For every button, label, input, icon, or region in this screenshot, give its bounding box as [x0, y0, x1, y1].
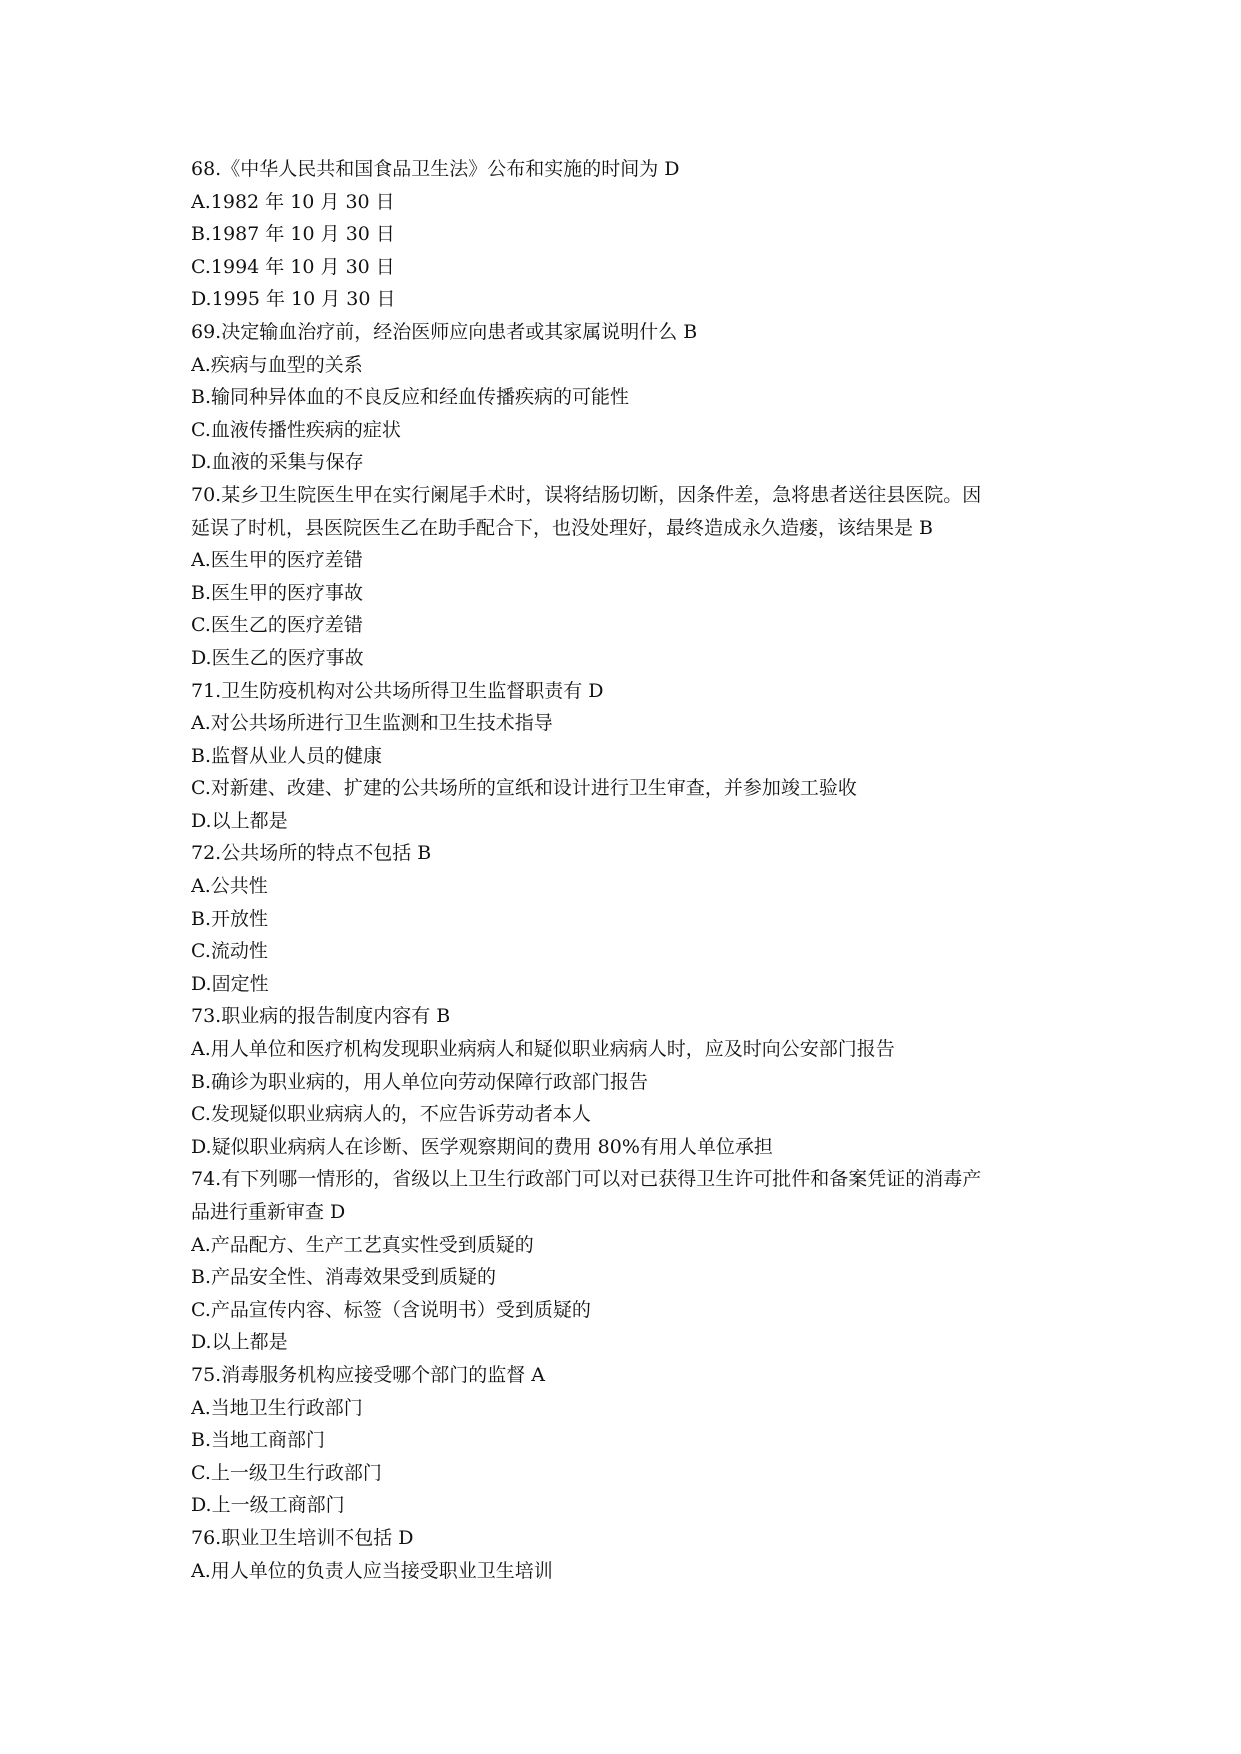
option-74-a: A.产品配方、生产工艺真实性受到质疑的 — [191, 1233, 534, 1256]
option-71-a: A.对公共场所进行卫生监测和卫生技术指导 — [191, 712, 553, 735]
option-74-d: D.以上都是 — [191, 1331, 288, 1354]
option-74-c: C.产品宣传内容、标签（含说明书）受到质疑的 — [191, 1298, 591, 1321]
option-70-c: C.医生乙的医疗差错 — [191, 614, 363, 637]
option-75-b: B.当地工商部门 — [191, 1429, 326, 1452]
option-68-b: B.1987 年 10 月 30 日 — [191, 223, 395, 246]
option-71-d: D.以上都是 — [191, 809, 288, 832]
option-69-d: D.血液的采集与保存 — [191, 451, 364, 474]
question-70-line-2: 延误了时机，县医院医生乙在助手配合下，也没处理好，最终造成永久造瘘，该结果是 B — [191, 516, 934, 539]
option-70-a: A.医生甲的医疗差错 — [191, 549, 363, 572]
question-text-block — [191, 153, 1071, 1587]
option-73-c: C.发现疑似职业病病人的，不应告诉劳动者本人 — [191, 1103, 591, 1126]
option-73-b: B.确诊为职业病的，用人单位向劳动保障行政部门报告 — [191, 1070, 649, 1093]
option-72-b: B.开放性 — [191, 907, 269, 930]
option-68-c: C.1994 年 10 月 30 日 — [191, 255, 395, 278]
option-69-a: A.疾病与血型的关系 — [191, 353, 363, 376]
option-75-c: C.上一级卫生行政部门 — [191, 1461, 382, 1484]
option-69-c: C.血液传播性疾病的症状 — [191, 418, 401, 441]
question-75: 75.消毒服务机构应接受哪个部门的监督 A — [191, 1363, 545, 1386]
question-72: 72.公共场所的特点不包括 B — [191, 842, 432, 865]
question-71: 71.卫生防疫机构对公共场所得卫生监督职责有 D — [191, 679, 604, 702]
question-70-line-1: 70.某乡卫生院医生甲在实行阑尾手术时，误将结肠切断，因条件差，急将患者送往县医院。因 — [191, 483, 982, 506]
option-75-d: D.上一级工商部门 — [191, 1494, 345, 1517]
question-69: 69.决定输血治疗前，经治医师应向患者或其家属说明什么 B — [191, 320, 698, 343]
option-70-b: B.医生甲的医疗事故 — [191, 581, 364, 604]
option-72-c: C.流动性 — [191, 940, 268, 963]
option-71-b: B.监督从业人员的健康 — [191, 744, 383, 767]
option-72-a: A.公共性 — [191, 875, 268, 898]
option-73-a: A.用人单位和医疗机构发现职业病病人和疑似职业病病人时，应及时向公安部门报告 — [191, 1038, 895, 1061]
option-73-d: D.疑似职业病病人在诊断、医学观察期间的费用 80%有用人单位承担 — [191, 1135, 773, 1158]
option-72-d: D.固定性 — [191, 972, 269, 995]
option-74-b: B.产品安全性、消毒效果受到质疑的 — [191, 1266, 497, 1289]
option-69-b: B.输同种异体血的不良反应和经血传播疾病的可能性 — [191, 386, 630, 409]
question-74-line-1: 74.有下列哪一情形的，省级以上卫生行政部门可以对已获得卫生许可批件和备案凭证的消毒产 — [191, 1168, 982, 1191]
question-76: 76.职业卫生培训不包括 D — [191, 1526, 414, 1549]
option-75-a: A.当地卫生行政部门 — [191, 1396, 363, 1419]
question-73: 73.职业病的报告制度内容有 B — [191, 1005, 451, 1028]
question-68: 68.《中华人民共和国食品卫生法》公布和实施的时间为 D — [191, 158, 680, 180]
question-74-line-2: 品进行重新审查 D — [191, 1201, 346, 1223]
option-68-d: D.1995 年 10 月 30 日 — [191, 288, 396, 311]
option-70-d: D.医生乙的医疗事故 — [191, 646, 364, 669]
option-68-a: A.1982 年 10 月 30 日 — [191, 190, 395, 213]
option-76-a: A.用人单位的负责人应当接受职业卫生培训 — [191, 1559, 553, 1582]
option-71-c: C.对新建、改建、扩建的公共场所的宣纸和设计进行卫生审查，并参加竣工验收 — [191, 777, 857, 800]
